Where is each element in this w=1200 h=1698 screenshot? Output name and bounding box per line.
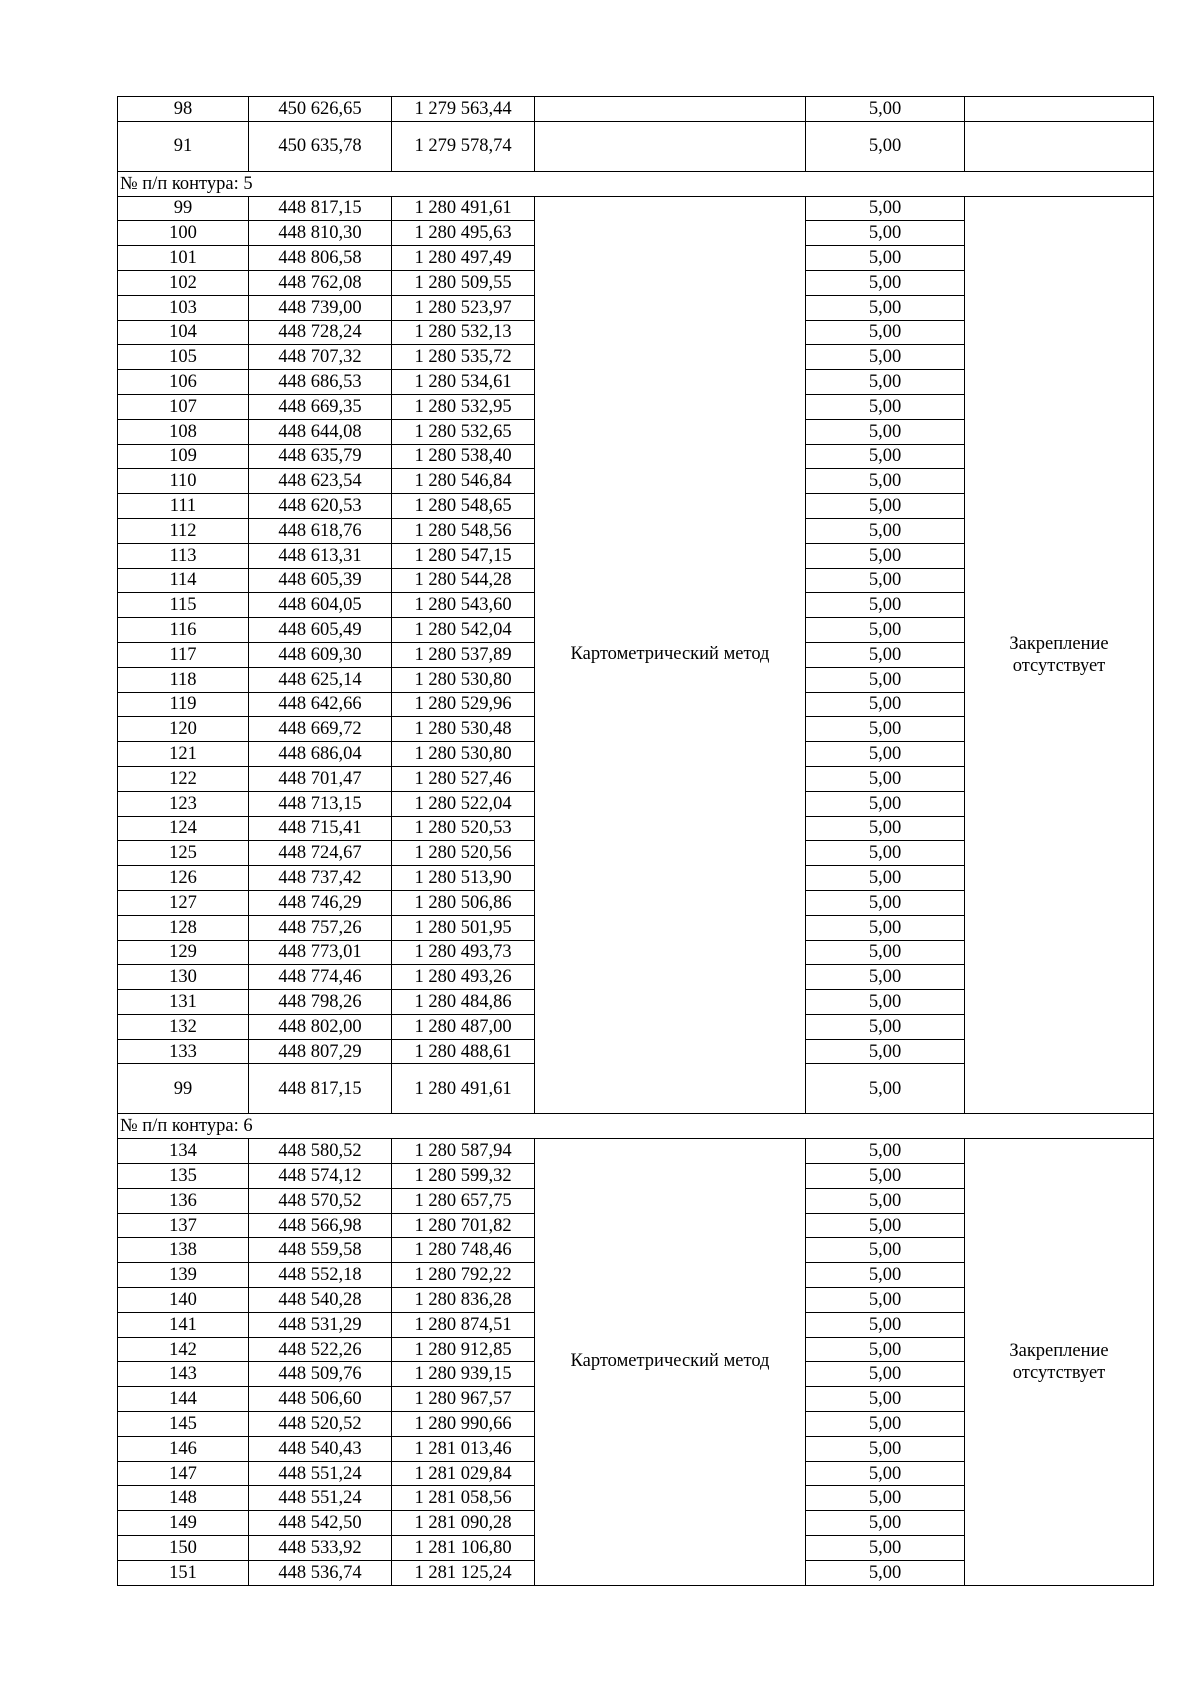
accuracy-value: 5,00 bbox=[806, 1213, 965, 1238]
point-number: 126 bbox=[118, 866, 249, 891]
accuracy-value: 5,00 bbox=[806, 1511, 965, 1536]
coordinate-y: 1 281 106,80 bbox=[392, 1536, 535, 1561]
coordinate-x: 448 724,67 bbox=[249, 841, 392, 866]
point-number: 132 bbox=[118, 1014, 249, 1039]
coordinate-y: 1 280 520,56 bbox=[392, 841, 535, 866]
accuracy-value: 5,00 bbox=[806, 816, 965, 841]
coordinate-y: 1 281 058,56 bbox=[392, 1486, 535, 1511]
point-number: 123 bbox=[118, 791, 249, 816]
coordinate-y: 1 280 543,60 bbox=[392, 593, 535, 618]
coordinate-x: 448 551,24 bbox=[249, 1486, 392, 1511]
coordinate-y: 1 280 535,72 bbox=[392, 345, 535, 370]
accuracy-value: 5,00 bbox=[806, 1436, 965, 1461]
point-number: 106 bbox=[118, 370, 249, 395]
accuracy-value: 5,00 bbox=[806, 667, 965, 692]
coordinate-x: 448 817,15 bbox=[249, 196, 392, 221]
coordinate-x: 448 609,30 bbox=[249, 642, 392, 667]
accuracy-value: 5,00 bbox=[806, 915, 965, 940]
coordinate-x: 448 707,32 bbox=[249, 345, 392, 370]
coordinate-x: 448 701,47 bbox=[249, 766, 392, 791]
coordinate-y: 1 280 587,94 bbox=[392, 1139, 535, 1164]
accuracy-value: 5,00 bbox=[806, 121, 965, 171]
table-row bbox=[118, 121, 1154, 171]
point-number: 147 bbox=[118, 1461, 249, 1486]
point-number: 103 bbox=[118, 295, 249, 320]
coordinate-y: 1 280 990,66 bbox=[392, 1412, 535, 1437]
point-number: 141 bbox=[118, 1312, 249, 1337]
accuracy-value: 5,00 bbox=[806, 1164, 965, 1189]
coordinate-y: 1 280 548,56 bbox=[392, 518, 535, 543]
accuracy-value: 5,00 bbox=[806, 692, 965, 717]
point-number: 146 bbox=[118, 1436, 249, 1461]
accuracy-value: 5,00 bbox=[806, 295, 965, 320]
coordinate-x: 448 669,72 bbox=[249, 717, 392, 742]
coordinate-x: 448 686,04 bbox=[249, 742, 392, 767]
accuracy-value: 5,00 bbox=[806, 494, 965, 519]
coordinate-x: 448 540,43 bbox=[249, 1436, 392, 1461]
point-number: 111 bbox=[118, 494, 249, 519]
coordinate-x: 448 540,28 bbox=[249, 1288, 392, 1313]
method-cell-empty bbox=[535, 121, 806, 171]
accuracy-value: 5,00 bbox=[806, 1263, 965, 1288]
accuracy-value: 5,00 bbox=[806, 270, 965, 295]
coordinate-x: 448 642,66 bbox=[249, 692, 392, 717]
table-row bbox=[118, 1139, 1154, 1164]
coordinate-y: 1 280 487,00 bbox=[392, 1014, 535, 1039]
accuracy-value: 5,00 bbox=[806, 1014, 965, 1039]
coordinate-x: 448 806,58 bbox=[249, 246, 392, 271]
point-number: 136 bbox=[118, 1188, 249, 1213]
coordinate-y: 1 281 125,24 bbox=[392, 1560, 535, 1585]
accuracy-value: 5,00 bbox=[806, 965, 965, 990]
contour-header: № п/п контура: 6 bbox=[118, 1114, 1154, 1139]
coordinate-y: 1 280 836,28 bbox=[392, 1288, 535, 1313]
point-number: 125 bbox=[118, 841, 249, 866]
point-number: 145 bbox=[118, 1412, 249, 1437]
accuracy-value: 5,00 bbox=[806, 221, 965, 246]
point-number: 108 bbox=[118, 419, 249, 444]
coordinate-y: 1 280 527,46 bbox=[392, 766, 535, 791]
coordinate-x: 448 807,29 bbox=[249, 1039, 392, 1064]
point-number: 100 bbox=[118, 221, 249, 246]
accuracy-value: 5,00 bbox=[806, 419, 965, 444]
coordinate-x: 448 522,26 bbox=[249, 1337, 392, 1362]
point-number: 112 bbox=[118, 518, 249, 543]
coordinate-x: 448 623,54 bbox=[249, 469, 392, 494]
coordinate-x: 448 737,42 bbox=[249, 866, 392, 891]
accuracy-value: 5,00 bbox=[806, 1337, 965, 1362]
coordinate-y: 1 281 029,84 bbox=[392, 1461, 535, 1486]
coordinate-y: 1 280 534,61 bbox=[392, 370, 535, 395]
fixing-cell-empty bbox=[965, 121, 1154, 171]
coordinate-y: 1 280 530,48 bbox=[392, 717, 535, 742]
point-number: 149 bbox=[118, 1511, 249, 1536]
accuracy-value: 5,00 bbox=[806, 1288, 965, 1313]
accuracy-value: 5,00 bbox=[806, 370, 965, 395]
coordinate-y: 1 280 792,22 bbox=[392, 1263, 535, 1288]
coordinate-x: 448 798,26 bbox=[249, 990, 392, 1015]
coordinate-x: 448 566,98 bbox=[249, 1213, 392, 1238]
accuracy-value: 5,00 bbox=[806, 1312, 965, 1337]
fixing-cell: Закрепление отсутствует bbox=[965, 196, 1154, 1114]
coordinate-y: 1 280 497,49 bbox=[392, 246, 535, 271]
method-cell: Картометрический метод bbox=[535, 196, 806, 1114]
coordinate-x: 448 739,00 bbox=[249, 295, 392, 320]
coordinate-y: 1 280 532,95 bbox=[392, 394, 535, 419]
coordinate-y: 1 280 506,86 bbox=[392, 890, 535, 915]
coordinate-x: 448 613,31 bbox=[249, 543, 392, 568]
coordinate-y: 1 280 542,04 bbox=[392, 618, 535, 643]
coordinate-x: 448 817,15 bbox=[249, 1064, 392, 1114]
coordinate-x: 448 635,79 bbox=[249, 444, 392, 469]
coordinate-x: 448 669,35 bbox=[249, 394, 392, 419]
coordinate-x: 448 762,08 bbox=[249, 270, 392, 295]
coordinate-x: 448 713,15 bbox=[249, 791, 392, 816]
accuracy-value: 5,00 bbox=[806, 1064, 965, 1114]
coordinate-x: 448 715,41 bbox=[249, 816, 392, 841]
accuracy-value: 5,00 bbox=[806, 990, 965, 1015]
coordinate-x: 448 520,52 bbox=[249, 1412, 392, 1437]
coordinate-y: 1 280 546,84 bbox=[392, 469, 535, 494]
coordinate-y: 1 280 522,04 bbox=[392, 791, 535, 816]
coordinate-y: 1 280 547,15 bbox=[392, 543, 535, 568]
accuracy-value: 5,00 bbox=[806, 642, 965, 667]
point-number: 119 bbox=[118, 692, 249, 717]
accuracy-value: 5,00 bbox=[806, 841, 965, 866]
table-row bbox=[118, 97, 1154, 122]
point-number: 115 bbox=[118, 593, 249, 618]
coordinate-y: 1 280 912,85 bbox=[392, 1337, 535, 1362]
point-number: 130 bbox=[118, 965, 249, 990]
coordinate-x: 448 802,00 bbox=[249, 1014, 392, 1039]
coordinate-y: 1 280 495,63 bbox=[392, 221, 535, 246]
coordinate-y: 1 281 090,28 bbox=[392, 1511, 535, 1536]
accuracy-value: 5,00 bbox=[806, 791, 965, 816]
coordinate-x: 448 605,39 bbox=[249, 568, 392, 593]
accuracy-value: 5,00 bbox=[806, 444, 965, 469]
point-number: 148 bbox=[118, 1486, 249, 1511]
coordinates-table bbox=[117, 96, 1154, 1586]
point-number: 140 bbox=[118, 1288, 249, 1313]
coordinate-y: 1 280 491,61 bbox=[392, 1064, 535, 1114]
point-number: 139 bbox=[118, 1263, 249, 1288]
coordinate-x: 448 774,46 bbox=[249, 965, 392, 990]
point-number: 101 bbox=[118, 246, 249, 271]
accuracy-value: 5,00 bbox=[806, 742, 965, 767]
point-number: 102 bbox=[118, 270, 249, 295]
coordinate-y: 1 280 701,82 bbox=[392, 1213, 535, 1238]
coordinate-y: 1 280 491,61 bbox=[392, 196, 535, 221]
point-number: 120 bbox=[118, 717, 249, 742]
coordinates-table-page bbox=[117, 96, 1153, 1586]
coordinate-x: 448 580,52 bbox=[249, 1139, 392, 1164]
coordinate-x: 448 570,52 bbox=[249, 1188, 392, 1213]
point-number: 150 bbox=[118, 1536, 249, 1561]
coordinate-y: 1 280 599,32 bbox=[392, 1164, 535, 1189]
accuracy-value: 5,00 bbox=[806, 1461, 965, 1486]
coordinate-x: 448 757,26 bbox=[249, 915, 392, 940]
coordinate-y: 1 280 548,65 bbox=[392, 494, 535, 519]
accuracy-value: 5,00 bbox=[806, 543, 965, 568]
coordinate-x: 448 574,12 bbox=[249, 1164, 392, 1189]
accuracy-value: 5,00 bbox=[806, 469, 965, 494]
point-number: 127 bbox=[118, 890, 249, 915]
accuracy-value: 5,00 bbox=[806, 246, 965, 271]
coordinate-x: 448 551,24 bbox=[249, 1461, 392, 1486]
coordinate-x: 448 533,92 bbox=[249, 1536, 392, 1561]
coordinate-x: 448 552,18 bbox=[249, 1263, 392, 1288]
coordinate-y: 1 280 509,55 bbox=[392, 270, 535, 295]
accuracy-value: 5,00 bbox=[806, 890, 965, 915]
point-number: 113 bbox=[118, 543, 249, 568]
accuracy-value: 5,00 bbox=[806, 1536, 965, 1561]
point-number: 129 bbox=[118, 940, 249, 965]
accuracy-value: 5,00 bbox=[806, 568, 965, 593]
point-number: 117 bbox=[118, 642, 249, 667]
accuracy-value: 5,00 bbox=[806, 1362, 965, 1387]
point-number: 124 bbox=[118, 816, 249, 841]
coordinate-y: 1 281 013,46 bbox=[392, 1436, 535, 1461]
accuracy-value: 5,00 bbox=[806, 717, 965, 742]
coordinate-x: 448 618,76 bbox=[249, 518, 392, 543]
accuracy-value: 5,00 bbox=[806, 320, 965, 345]
point-number: 98 bbox=[118, 97, 249, 122]
point-number: 137 bbox=[118, 1213, 249, 1238]
coordinate-y: 1 280 748,46 bbox=[392, 1238, 535, 1263]
point-number: 114 bbox=[118, 568, 249, 593]
coordinate-y: 1 279 563,44 bbox=[392, 97, 535, 122]
coordinate-y: 1 280 530,80 bbox=[392, 742, 535, 767]
fixing-cell-empty bbox=[965, 97, 1154, 122]
point-number: 143 bbox=[118, 1362, 249, 1387]
point-number: 134 bbox=[118, 1139, 249, 1164]
method-cell-empty bbox=[535, 97, 806, 122]
coordinate-x: 450 635,78 bbox=[249, 121, 392, 171]
table-row bbox=[118, 196, 1154, 221]
accuracy-value: 5,00 bbox=[806, 593, 965, 618]
accuracy-value: 5,00 bbox=[806, 1486, 965, 1511]
coordinate-y: 1 280 520,53 bbox=[392, 816, 535, 841]
coordinate-y: 1 280 488,61 bbox=[392, 1039, 535, 1064]
point-number: 131 bbox=[118, 990, 249, 1015]
point-number: 135 bbox=[118, 1164, 249, 1189]
point-number: 128 bbox=[118, 915, 249, 940]
accuracy-value: 5,00 bbox=[806, 345, 965, 370]
coordinate-y: 1 280 939,15 bbox=[392, 1362, 535, 1387]
point-number: 142 bbox=[118, 1337, 249, 1362]
coordinate-x: 448 604,05 bbox=[249, 593, 392, 618]
point-number: 144 bbox=[118, 1387, 249, 1412]
accuracy-value: 5,00 bbox=[806, 1039, 965, 1064]
coordinate-x: 448 605,49 bbox=[249, 618, 392, 643]
coordinate-y: 1 280 493,26 bbox=[392, 965, 535, 990]
coordinate-y: 1 280 537,89 bbox=[392, 642, 535, 667]
coordinate-y: 1 279 578,74 bbox=[392, 121, 535, 171]
accuracy-value: 5,00 bbox=[806, 1238, 965, 1263]
accuracy-value: 5,00 bbox=[806, 618, 965, 643]
point-number: 91 bbox=[118, 121, 249, 171]
coordinate-y: 1 280 532,65 bbox=[392, 419, 535, 444]
accuracy-value: 5,00 bbox=[806, 97, 965, 122]
accuracy-value: 5,00 bbox=[806, 766, 965, 791]
coordinate-x: 448 536,74 bbox=[249, 1560, 392, 1585]
accuracy-value: 5,00 bbox=[806, 394, 965, 419]
coordinate-x: 448 506,60 bbox=[249, 1387, 392, 1412]
point-number: 116 bbox=[118, 618, 249, 643]
coordinate-x: 448 773,01 bbox=[249, 940, 392, 965]
coordinate-y: 1 280 493,73 bbox=[392, 940, 535, 965]
coordinate-x: 448 559,58 bbox=[249, 1238, 392, 1263]
fixing-cell: Закрепление отсутствует bbox=[965, 1139, 1154, 1585]
coordinate-y: 1 280 967,57 bbox=[392, 1387, 535, 1412]
coordinate-y: 1 280 530,80 bbox=[392, 667, 535, 692]
accuracy-value: 5,00 bbox=[806, 1139, 965, 1164]
method-cell: Картометрический метод bbox=[535, 1139, 806, 1585]
point-number: 138 bbox=[118, 1238, 249, 1263]
accuracy-value: 5,00 bbox=[806, 1387, 965, 1412]
coordinate-x: 448 620,53 bbox=[249, 494, 392, 519]
coordinate-x: 448 728,24 bbox=[249, 320, 392, 345]
coordinate-x: 450 626,65 bbox=[249, 97, 392, 122]
contour-header: № п/п контура: 5 bbox=[118, 171, 1154, 196]
coordinate-y: 1 280 657,75 bbox=[392, 1188, 535, 1213]
point-number: 107 bbox=[118, 394, 249, 419]
coordinate-x: 448 810,30 bbox=[249, 221, 392, 246]
accuracy-value: 5,00 bbox=[806, 940, 965, 965]
point-number: 133 bbox=[118, 1039, 249, 1064]
coordinate-y: 1 280 544,28 bbox=[392, 568, 535, 593]
coordinate-x: 448 644,08 bbox=[249, 419, 392, 444]
point-number: 109 bbox=[118, 444, 249, 469]
coordinate-x: 448 509,76 bbox=[249, 1362, 392, 1387]
coordinate-y: 1 280 523,97 bbox=[392, 295, 535, 320]
point-number: 99 bbox=[118, 196, 249, 221]
coordinate-x: 448 746,29 bbox=[249, 890, 392, 915]
point-number: 105 bbox=[118, 345, 249, 370]
point-number: 122 bbox=[118, 766, 249, 791]
coordinate-y: 1 280 538,40 bbox=[392, 444, 535, 469]
coordinate-y: 1 280 529,96 bbox=[392, 692, 535, 717]
coordinate-x: 448 686,53 bbox=[249, 370, 392, 395]
coordinate-y: 1 280 484,86 bbox=[392, 990, 535, 1015]
coordinate-y: 1 280 874,51 bbox=[392, 1312, 535, 1337]
point-number: 110 bbox=[118, 469, 249, 494]
accuracy-value: 5,00 bbox=[806, 866, 965, 891]
accuracy-value: 5,00 bbox=[806, 1188, 965, 1213]
coordinate-x: 448 625,14 bbox=[249, 667, 392, 692]
accuracy-value: 5,00 bbox=[806, 518, 965, 543]
point-number: 121 bbox=[118, 742, 249, 767]
contour-header-row bbox=[118, 1114, 1154, 1139]
coordinate-x: 448 531,29 bbox=[249, 1312, 392, 1337]
coordinate-y: 1 280 513,90 bbox=[392, 866, 535, 891]
contour-header-row bbox=[118, 171, 1154, 196]
point-number: 104 bbox=[118, 320, 249, 345]
point-number: 118 bbox=[118, 667, 249, 692]
coordinate-y: 1 280 532,13 bbox=[392, 320, 535, 345]
point-number: 99 bbox=[118, 1064, 249, 1114]
coordinate-y: 1 280 501,95 bbox=[392, 915, 535, 940]
point-number: 151 bbox=[118, 1560, 249, 1585]
coordinate-x: 448 542,50 bbox=[249, 1511, 392, 1536]
accuracy-value: 5,00 bbox=[806, 1560, 965, 1585]
accuracy-value: 5,00 bbox=[806, 1412, 965, 1437]
accuracy-value: 5,00 bbox=[806, 196, 965, 221]
